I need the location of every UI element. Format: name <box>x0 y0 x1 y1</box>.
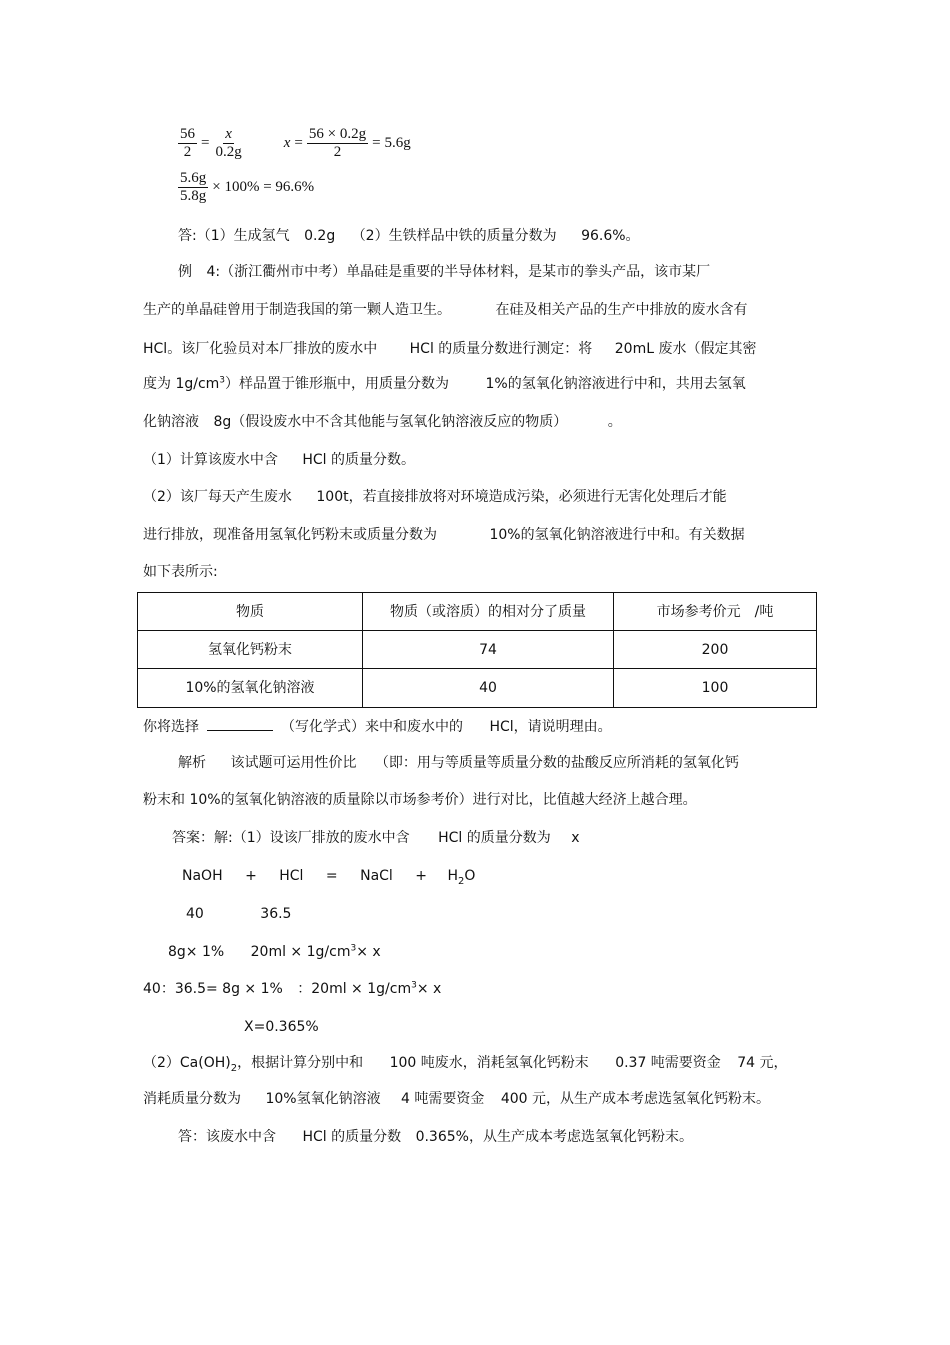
table-header-cell: 物质 <box>138 593 363 631</box>
question-1: （1）计算该废水中含 HCl 的质量分数。 <box>143 452 416 468</box>
table-header-cell: 市场参考价元 /吨 <box>614 593 817 631</box>
table-header-row <box>138 593 817 631</box>
table-header-cell: 物质（或溶质）的相对分了质量 <box>363 593 614 631</box>
table-cell: 74 <box>363 631 614 669</box>
equation-ratio: $\frac{56}{2}$ = $\frac{x}{0.2g}$ x = $\frac{56 \times 0.2g}{2}$ = 5.6g <box>180 126 411 160</box>
question-2: （2）该厂每天产生废水 100t，若直接排放将对环境造成污染，必须进行无害化处理后才能 <box>143 489 727 505</box>
result-line: X=0.365% <box>244 1019 319 1035</box>
answer-blank[interactable] <box>207 716 273 731</box>
fraction: $\frac{56 \times 0.2g}{2}$ <box>308 126 367 160</box>
fraction: $\frac{5.6g}{5.8g}$ <box>180 170 207 204</box>
answer-line: 答:（1）生成氢气 0.2g （2）生铁样品中铁的质量分数为 96.6%。 <box>178 228 640 244</box>
equation-percentage: $\frac{5.6g}{5.8g}$ × 100% = 96.6% <box>180 170 315 204</box>
example-line-1: 例 4:（浙江衢州市中考）单晶硅是重要的半导体材料，是某市的拳头产品，该市某厂 <box>178 264 711 280</box>
analysis-line-1: 解析 该试题可运用性价比 （即：用与等质量等质量分数的盐酸反应所消耗的氢氧化钙 <box>178 755 739 771</box>
table-row <box>138 669 817 708</box>
example-line-2: 生产的单晶硅曾用于制造我国的第一颗人造卫生。 在硅及相关产品的生产中排放的废水含有 <box>143 302 748 318</box>
table-cell: 40 <box>363 669 614 708</box>
table-row <box>138 631 817 669</box>
solution-intro: 答案：解:（1）设该厂排放的废水中含 HCl 的质量分数为 x <box>172 830 580 846</box>
table-cell: 200 <box>614 631 817 669</box>
fraction: $\frac{56}{2}$ <box>180 126 195 160</box>
quantities-line: 8g× 1% $20ml \times 1g/cm^3\times x$ <box>168 943 381 960</box>
final-answer: 答：该废水中含 HCl 的质量分数 0.365%，从生产成本考虑选氢氧化钙粉末。 <box>178 1129 693 1145</box>
example-line-4: 度为 $1g/cm^3$）样品置于锥形瓶中，用质量分数为 1%的氢氧化钠溶液进行中和，共用去氢氧 <box>143 375 746 392</box>
analysis-line-2: 粉末和 10%的氢氧化钠溶液的质量除以市场参考价）进行对比，比值越大经济上越合理。 <box>143 792 697 808</box>
molar-masses: 40 36.5 <box>186 906 292 922</box>
question-2-line-3: 如下表所示: <box>143 564 218 580</box>
data-table <box>137 592 817 708</box>
fraction: $\frac{x}{0.2g}$ <box>215 126 242 160</box>
part2-line-1: $(2)Ca(OH)_2$，根据计算分别中和 100 吨废水，消耗氢氧化钙粉末 0.37 吨需要资金 74 元， <box>143 1055 788 1074</box>
part2-line-2: 消耗质量分数为 10%氢氧化钠溶液 4 吨需要资金 400 元，从生产成本考虑选氢氧化钙粉末。 <box>143 1091 771 1107</box>
fill-in-question: 你将选择 （写化学式）来中和废水中的 HCl，请说明理由。 <box>143 716 612 736</box>
example-line-5: 化钠溶液 8g（假设废水中不含其他能与氢氧化钠溶液反应的物质） 。 <box>143 414 622 430</box>
example-line-3: HCl。该厂化验员对本厂排放的废水中 HCl 的质量分数进行测定：将 20mL 废水（假定其密 <box>143 341 757 357</box>
reaction-equation: NaOH + HCl = NaCl + $H_2O$ <box>182 868 476 887</box>
ratio-line: 40：36.5= 8g × 1% ：$20ml \times 1g/cm^3\times x$ <box>143 980 442 997</box>
table-cell: 氢氧化钙粉末 <box>138 631 363 669</box>
question-2-line-2: 进行排放，现准备用氢氧化钙粉末或质量分数为 10%的氢氧化钠溶液进行中和。有关数据 <box>143 527 745 543</box>
table-cell: 100 <box>614 669 817 708</box>
table-cell: 10%的氢氧化钠溶液 <box>138 669 363 708</box>
